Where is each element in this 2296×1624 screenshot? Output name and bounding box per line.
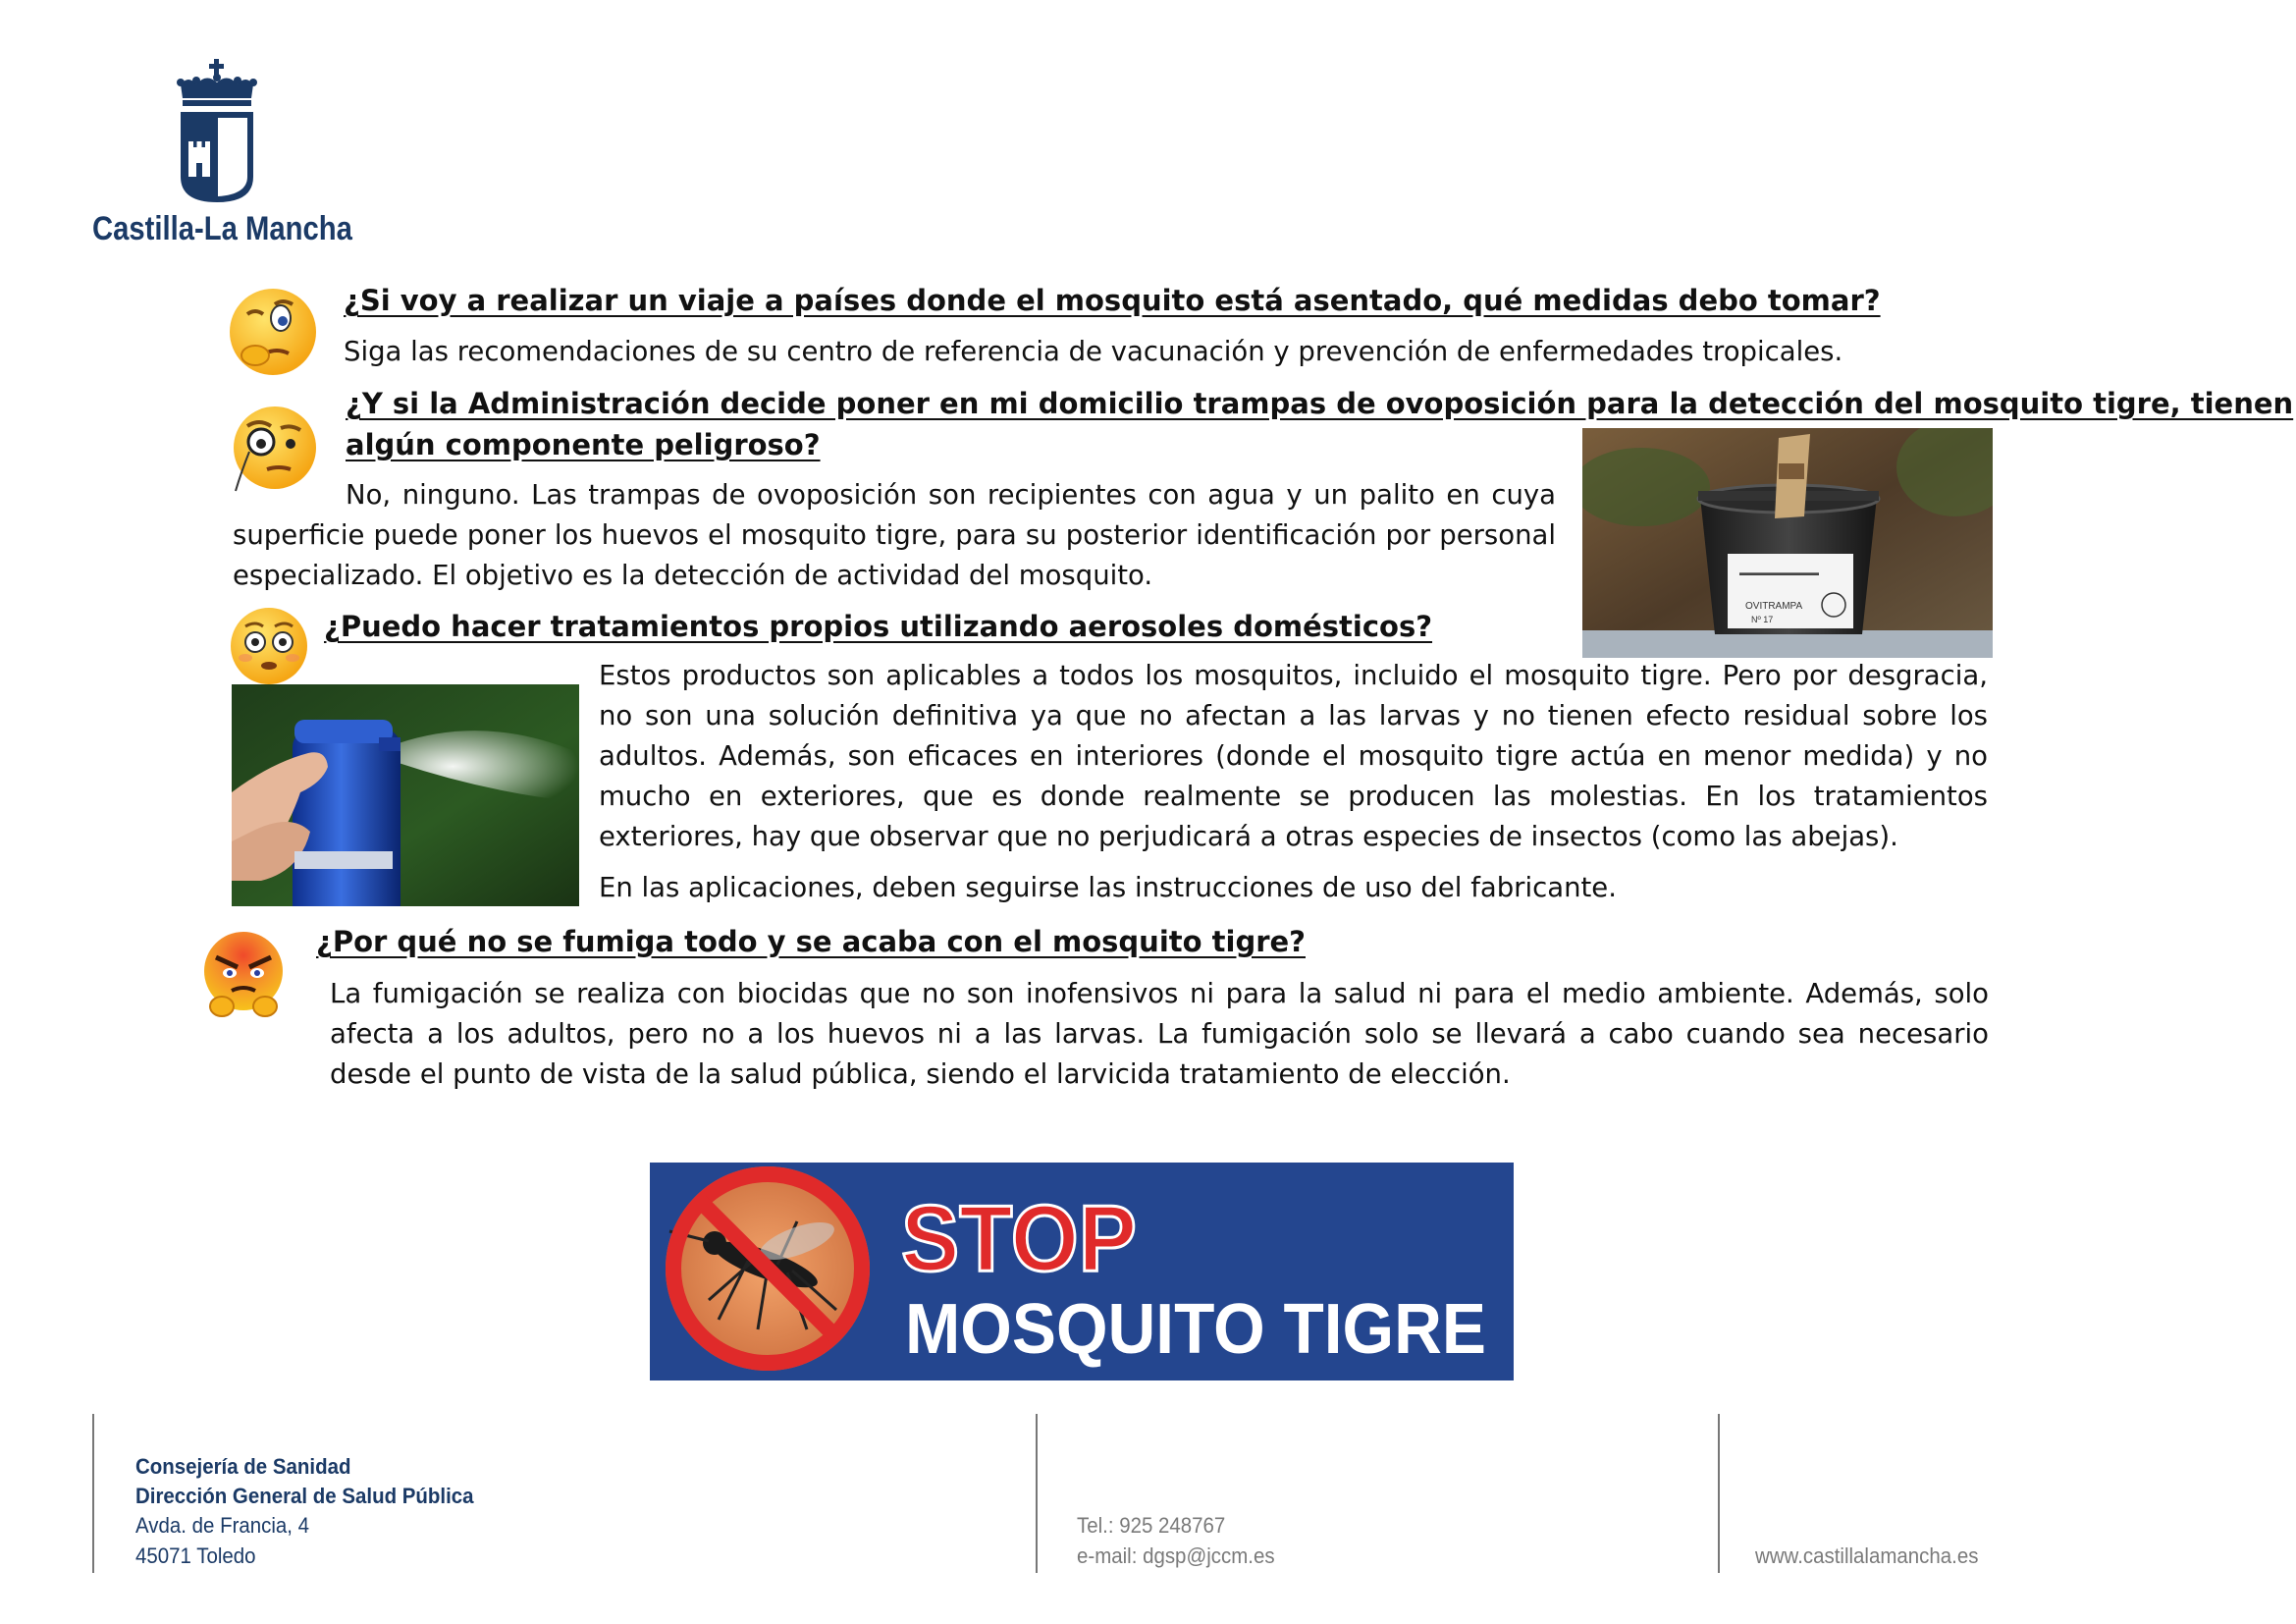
answer-fumigation: La fumigación se realiza con biocidas que no son inofensivos ni para la salud ni para el medio ambiente. Además, solo afecta a los adultos, pero no a los huevos ni a las larvas. La fumigación solo se llevará a cabo cuando sea necesario desde el punto de vista de la salud pública, siendo el larvicida tratamiento de elección. [330, 978, 1989, 1090]
stop-mosquito-tigre-banner [650, 1163, 1514, 1380]
footer-divider-middle [1036, 1414, 1038, 1573]
footer-divider-left [92, 1414, 94, 1573]
aerosol-photo [232, 684, 579, 906]
trap-number: Nº 17 [1751, 615, 1774, 624]
castilla-la-mancha-crest-icon [175, 59, 259, 206]
ovitrap-photo [1582, 428, 1993, 658]
svg-text:▬▬▬▬▬▬▬▬▬: ▬▬▬▬▬▬▬▬▬ [1739, 568, 1819, 577]
footer-department: Consejería de Sanidad [135, 1454, 351, 1479]
footer-divider-right [1718, 1414, 1720, 1573]
angry-face-icon [196, 928, 291, 1022]
answer-aerosols: Estos productos son aplicables a todos los mosquitos, incluido el mosquito tigre. Pero por desgracia, no son una solución definitiva ya que no afectan a las larvas y no tienen efecto residual sobre los adultos. Además, son eficaces en interiores (donde el mosquito tigre actúa en menor medida) y no mucho en exteriores, que es donde realmente se producen las molestias. En los tratamientos exteriores, hay que observar que no perjudicará a otras especies de insectos (como las abejas). [599, 660, 1988, 852]
question-aerosols: ¿Puedo hacer tratamientos propios utilizando aerosoles domésticos? [324, 610, 1433, 643]
footer-address: Avda. de Francia, 4 [135, 1513, 310, 1538]
thinking-face-icon [226, 285, 320, 379]
footer-direction: Dirección General de Salud Pública [135, 1484, 474, 1508]
trap-label: OVITRAMPA [1745, 601, 1803, 612]
footer-city: 45071 Toledo [135, 1543, 256, 1568]
question-fumigation: ¿Por qué no se fumiga todo y se acaba con el mosquito tigre? [316, 925, 1306, 958]
footer-website-link[interactable]: www.castillalamancha.es [1755, 1543, 1979, 1568]
question-traps-line2: algún componente peligroso? [346, 428, 821, 461]
flushed-face-icon [228, 605, 310, 687]
footer-phone: Tel.: 925 248767 [1077, 1513, 1226, 1538]
banner-stop-text: STOP [901, 1186, 1137, 1291]
answer-travel: Siga las recomendaciones de su centro de referencia de vacunación y prevención de enfermedades tropicales. [344, 336, 1843, 367]
question-traps-line1: ¿Y si la Administración decide poner en mi domicilio trampas de ovoposición para la detección del mosquito tigre, tienen [346, 387, 2294, 420]
footer-email[interactable]: e-mail: dgsp@jccm.es [1077, 1543, 1275, 1568]
answer-aerosols-instructions: En las aplicaciones, deben seguirse las instrucciones de uso del fabricante. [599, 872, 1617, 903]
answer-traps: No, ninguno. Las trampas de ovoposición son recipientes con agua y un palito en cuya superficie puede poner los huevos el mosquito tigre, para su posterior identificación por personal especializado. El objetivo es la detección de actividad del mosquito. [233, 479, 1556, 591]
logo-text: Castilla-La Mancha [92, 210, 352, 247]
banner-mosquito-text: MOSQUITO TIGRE [905, 1290, 1486, 1369]
question-travel: ¿Si voy a realizar un viaje a países donde el mosquito está asentado, qué medidas debo tomar? [344, 284, 1881, 317]
